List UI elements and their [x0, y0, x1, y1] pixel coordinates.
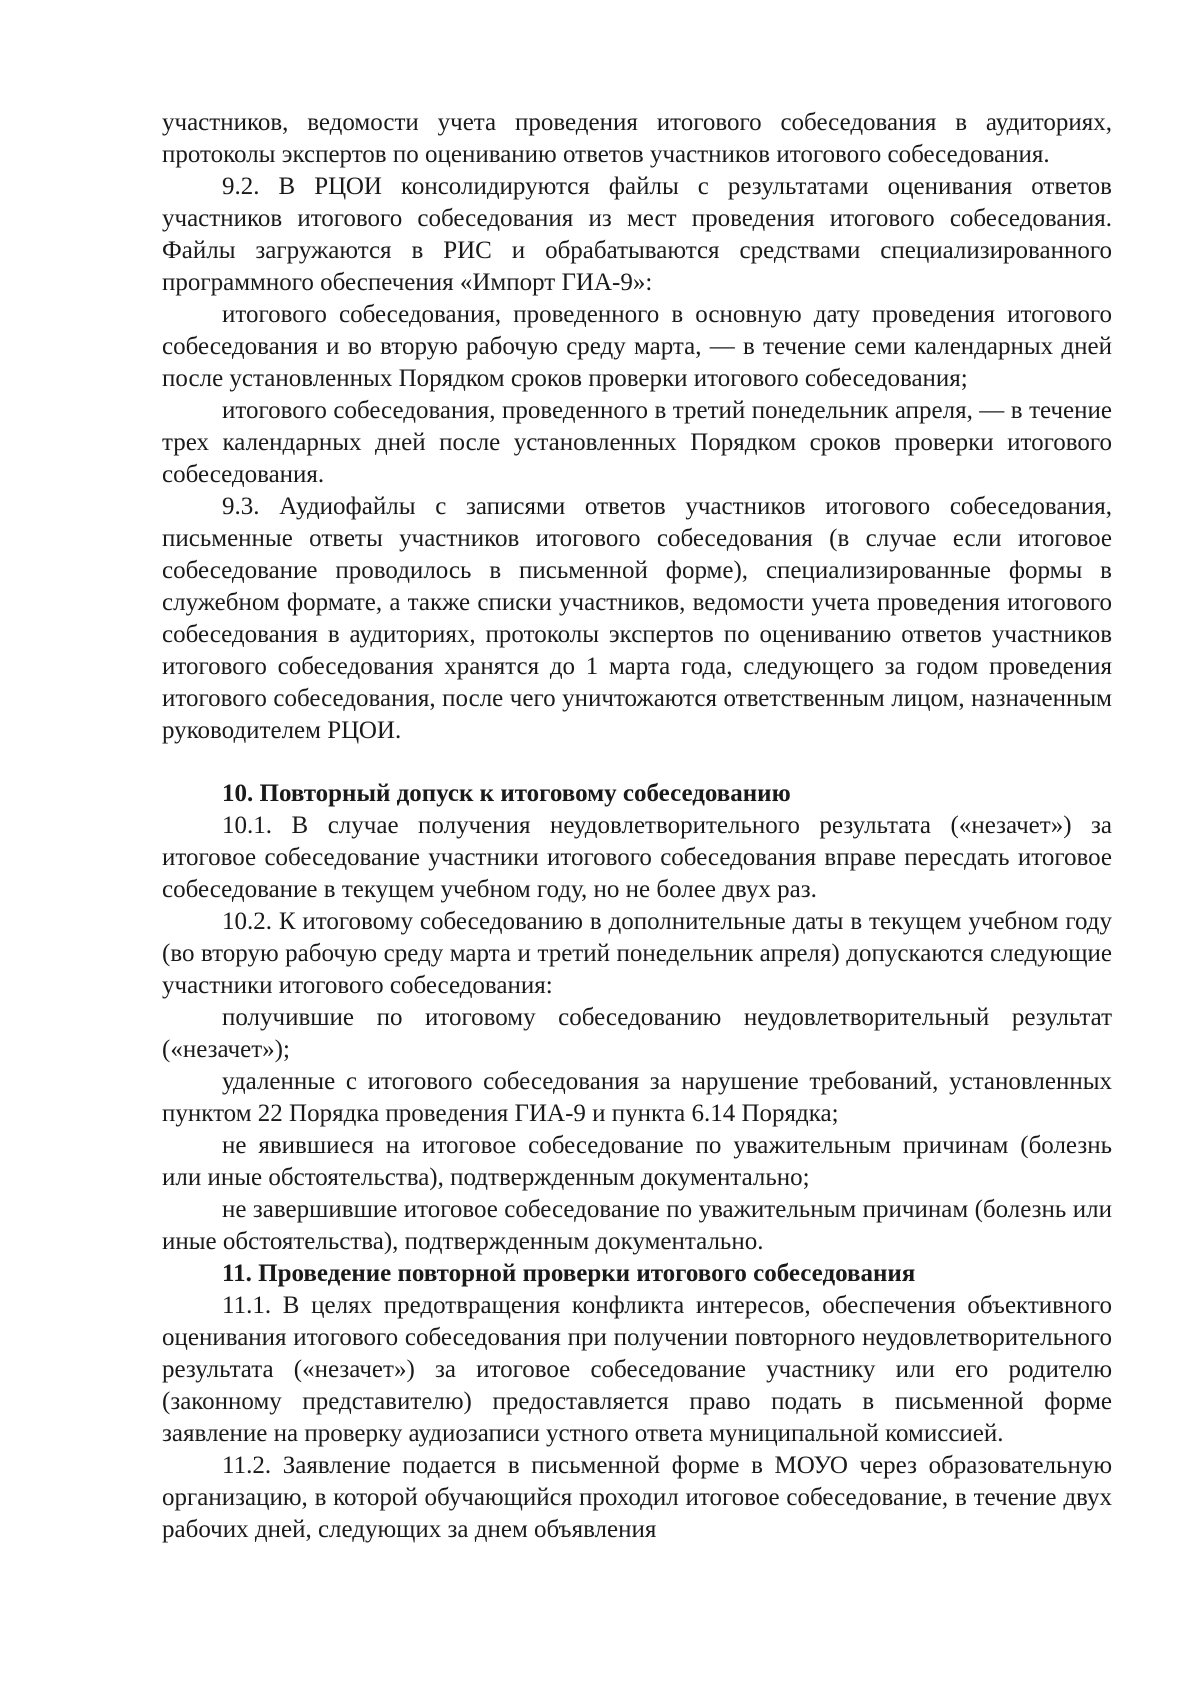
- paragraph-11-2: 11.2. Заявление подается в письменной форме в МОУО через образовательную организацию, в которой обучающийся проходил итоговое собеседование, в течение двух рабочих дней, следующих за днем объявления: [162, 1452, 1112, 1543]
- paragraph-9-2-item-2: итогового собеседования, проведенного в третий понедельник апреля, — в течение трех календарных дней после установленных Порядком сроков проверки итогового собеседования.: [162, 397, 1112, 488]
- section-11-heading: 11. Проведение повторной проверки итогового собеседования: [222, 1260, 916, 1287]
- paragraph-9-1-continuation: участников, ведомости учета проведения итогового собеседования в аудиториях, протоколы экспертов по оцениванию ответов участников итогового собеседования.: [162, 109, 1112, 168]
- paragraph-10-2-item-3: не явившиеся на итоговое собеседование по уважительным причинам (болезнь или иные обстоятельства), подтвержденным документально;: [162, 1132, 1112, 1191]
- paragraph-9-2-item-1: итогового собеседования, проведенного в основную дату проведения итогового собеседования и во вторую рабочую среду марта, — в течение семи календарных дней после установленных Порядком сроков проверки итогового собеседования;: [162, 301, 1112, 392]
- paragraph-10-2-item-1: получившие по итоговому собеседованию неудовлетворительный результат («незачет»);: [162, 1004, 1112, 1063]
- paragraph-10-2-item-2: удаленные с итогового собеседования за нарушение требований, установленных пунктом 22 Порядка проведения ГИА-9 и пункта 6.14 Порядка;: [162, 1068, 1112, 1127]
- section-9-continuation: [162, 107, 1112, 747]
- paragraph-9-2: 9.2. В РЦОИ консолидируются файлы с результатами оценивания ответов участников итогового собеседования из мест проведения итогового собеседования. Файлы загружаются в РИС и обрабатываются средствами специализированного программного обеспечения «Импорт ГИА-9»:: [162, 173, 1112, 296]
- paragraph-9-3: 9.3. Аудиофайлы с записями ответов участников итогового собеседования, письменные ответы участников итогового собеседования (в случае если итоговое собеседование проводилось в письменной форме), специализированные формы в служебном формате, а также списки участников, ведомости учета проведения итогового собеседования в аудиториях, протоколы экспертов по оцениванию ответов участников итогового собеседования хранятся до 1 марта года, следующего за годом проведения итогового собеседования, после чего уничтожаются ответственным лицом, назначенным руководителем РЦОИ.: [162, 493, 1112, 744]
- section-11: [162, 1258, 1112, 1546]
- paragraph-10-2-item-4: не завершившие итоговое собеседование по уважительным причинам (болезнь или иные обстоятельства), подтвержденным документально.: [162, 1196, 1112, 1255]
- section-10-heading: 10. Повторный допуск к итоговому собеседованию: [222, 780, 791, 807]
- paragraph-10-1: 10.1. В случае получения неудовлетворительного результата («незачет») за итоговое собеседование участники итогового собеседования вправе пересдать итоговое собеседование в текущем учебном году, но не более двух раз.: [162, 812, 1112, 903]
- paragraph-10-2: 10.2. К итоговому собеседованию в дополнительные даты в текущем учебном году (во вторую рабочую среду марта и третий понедельник апреля) допускаются следующие участники итогового собеседования:: [162, 908, 1112, 999]
- paragraph-11-1: 11.1. В целях предотвращения конфликта интересов, обеспечения объективного оценивания итогового собеседования при получении повторного неудовлетворительного результата («незачет») за итоговое собеседование участнику или его родителю (законному представителю) предоставляется право подать в письменной форме заявление на проверку аудиозаписи устного ответа муниципальной комиссией.: [162, 1292, 1112, 1447]
- section-10: [162, 778, 1112, 1258]
